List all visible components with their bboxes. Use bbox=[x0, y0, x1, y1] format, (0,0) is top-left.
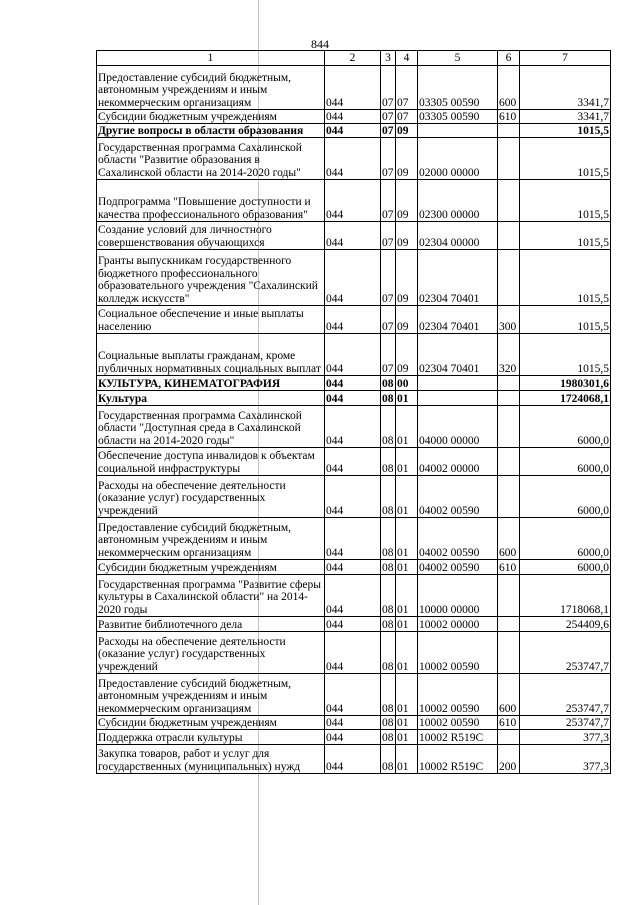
row-subsection-cell: 09 bbox=[396, 250, 418, 306]
header-col-2: 2 bbox=[325, 51, 381, 66]
row-target-article-cell: 02304 70401 bbox=[418, 306, 498, 334]
row-amount-cell: 6000,0 bbox=[520, 448, 611, 476]
row-subsection-cell: 01 bbox=[396, 406, 418, 448]
row-expense-type-cell: 610 bbox=[498, 560, 520, 575]
row-section-cell: 08 bbox=[381, 518, 396, 560]
row-ved-cell: 044 bbox=[325, 250, 381, 306]
row-name-cell: Субсидии бюджетным учреждениям bbox=[97, 716, 325, 730]
row-expense-type-cell bbox=[498, 476, 520, 518]
row-subsection-cell: 01 bbox=[396, 575, 418, 617]
row-ved-cell: 044 bbox=[325, 180, 381, 222]
row-section-cell: 08 bbox=[382, 392, 394, 405]
row-ved-cell: 044 bbox=[325, 334, 381, 376]
row-section-cell: 08 bbox=[381, 745, 396, 774]
row-expense-type-cell bbox=[498, 138, 520, 180]
row-expense-type-cell bbox=[498, 376, 520, 391]
row-name-cell: Социальное обеспечение и иные выплаты населению bbox=[97, 306, 325, 334]
row-amount-cell: 253747,7 bbox=[520, 716, 611, 730]
row-section-cell: 08 bbox=[382, 377, 394, 390]
row-subsection-cell: 09 bbox=[396, 180, 418, 222]
row-ved-cell: 044 bbox=[325, 306, 381, 334]
row-subsection-cell: 01 bbox=[396, 617, 418, 632]
row-subsection-cell: 09 bbox=[396, 138, 418, 180]
row-subsection-cell: 01 bbox=[396, 730, 418, 745]
row-target-article-cell: 10002 R519C bbox=[418, 745, 498, 774]
row-target-article-cell: 10000 00000 bbox=[418, 575, 498, 617]
row-amount-cell: 254409,6 bbox=[520, 617, 611, 632]
row-name-cell: Расходы на обеспечение деятельности (оказание услуг) государственных учреждений bbox=[97, 476, 325, 518]
row-expense-type-cell bbox=[498, 617, 520, 632]
budget-table bbox=[96, 50, 611, 774]
row-subsection-cell: 01 bbox=[396, 518, 418, 560]
row-subsection-cell: 01 bbox=[396, 448, 418, 476]
row-expense-type-cell bbox=[498, 391, 520, 406]
row-ved-cell: 044 bbox=[325, 745, 381, 774]
row-section-cell: 07 bbox=[381, 250, 396, 306]
row-section-cell: 08 bbox=[382, 561, 394, 574]
row-section-cell: 08 bbox=[382, 716, 394, 729]
row-target-article-cell: 10002 00000 bbox=[418, 617, 498, 632]
row-amount-cell: 1980301,6 bbox=[520, 376, 611, 391]
table-row bbox=[97, 66, 611, 110]
row-name-cell: Другие вопросы в области образования bbox=[97, 124, 325, 138]
row-subsection-cell: 00 bbox=[396, 376, 418, 391]
table-row bbox=[97, 730, 611, 745]
row-ved-cell: 044 bbox=[325, 560, 381, 575]
row-name-cell: Обеспечение доступа инвалидов к объектам социальной инфраструктуры bbox=[97, 448, 325, 476]
header-col-1: 1 bbox=[97, 51, 325, 66]
row-amount-cell: 1015,5 bbox=[520, 222, 611, 250]
row-expense-type-cell bbox=[498, 180, 520, 222]
table-body bbox=[97, 66, 611, 774]
row-subsection-cell: 01 bbox=[396, 476, 418, 518]
table-row bbox=[97, 406, 611, 448]
row-amount-cell: 1718068,1 bbox=[520, 575, 611, 617]
table-row bbox=[97, 222, 611, 250]
header-col-7: 7 bbox=[520, 51, 611, 66]
row-ved-cell: 044 bbox=[325, 617, 381, 632]
row-ved-cell: 044 bbox=[325, 674, 381, 716]
row-target-article-cell bbox=[418, 376, 498, 391]
row-subsection-cell: 09 bbox=[396, 124, 418, 138]
row-expense-type-cell: 600 bbox=[498, 518, 520, 560]
row-expense-type-cell: 610 bbox=[498, 110, 520, 124]
row-expense-type-cell: 600 bbox=[498, 674, 520, 716]
table-row bbox=[97, 575, 611, 617]
table-row bbox=[97, 180, 611, 222]
row-name-cell: Государственная программа Сахалинской области "Развитие образования в Сахалинской области на 2014-2020 годы" bbox=[97, 138, 325, 180]
row-target-article-cell: 04002 00590 bbox=[418, 518, 498, 560]
row-subsection-cell: 01 bbox=[396, 716, 418, 730]
row-expense-type-cell bbox=[498, 124, 520, 138]
row-ved-cell: 044 bbox=[325, 518, 381, 560]
header-col-3: 3 bbox=[381, 51, 396, 66]
table-row bbox=[97, 632, 611, 674]
row-ved-cell: 044 bbox=[325, 376, 381, 391]
row-amount-cell: 1015,5 bbox=[520, 124, 611, 138]
page-number: 844 bbox=[311, 37, 329, 51]
row-name-cell: Предоставление субсидий бюджетным, автономным учреждениям и иным некоммерческим организациям bbox=[97, 518, 325, 560]
row-section-cell: 07 bbox=[381, 138, 396, 180]
row-name-cell: Закупка товаров, работ и услуг для государственных (муниципальных) нужд bbox=[97, 745, 325, 774]
table-row bbox=[97, 138, 611, 180]
table-row bbox=[97, 617, 611, 632]
row-amount-cell: 1015,5 bbox=[520, 138, 611, 180]
row-section-cell: 08 bbox=[381, 406, 396, 448]
table-row bbox=[97, 124, 611, 138]
table-row bbox=[97, 716, 611, 730]
row-target-article-cell: 10002 00590 bbox=[418, 632, 498, 674]
row-subsection-cell: 01 bbox=[396, 632, 418, 674]
row-name-cell: Развитие библиотечного дела bbox=[97, 617, 325, 632]
row-name-cell: Предоставление субсидий бюджетным, автономным учреждениям и иным некоммерческим организациям bbox=[97, 66, 325, 110]
row-amount-cell: 377,3 bbox=[520, 730, 611, 745]
row-target-article-cell: 02000 00000 bbox=[418, 138, 498, 180]
row-subsection-cell: 07 bbox=[396, 110, 418, 124]
row-amount-cell: 6000,0 bbox=[520, 406, 611, 448]
row-name-cell: Гранты выпускникам государственного бюджетного профессионального образовательного учреждения "Сахалинский колледж искусств" bbox=[97, 250, 325, 306]
table-row bbox=[97, 674, 611, 716]
table-row bbox=[97, 518, 611, 560]
row-ved-cell: 044 bbox=[325, 66, 381, 110]
row-section-cell: 08 bbox=[381, 632, 396, 674]
row-target-article-cell: 10002 00590 bbox=[418, 674, 498, 716]
row-subsection-cell: 09 bbox=[396, 334, 418, 376]
row-target-article-cell: 03305 00590 bbox=[418, 66, 498, 110]
row-name-cell: Подпрограмма "Повышение доступности и качества профессионального образования" bbox=[97, 180, 325, 222]
row-expense-type-cell bbox=[498, 575, 520, 617]
row-amount-cell: 1015,5 bbox=[520, 180, 611, 222]
row-amount-cell: 253747,7 bbox=[520, 674, 611, 716]
row-ved-cell: 044 bbox=[325, 730, 381, 745]
row-name-cell: Создание условий для личностного совершенствования обучающихся bbox=[97, 222, 325, 250]
row-target-article-cell: 04002 00590 bbox=[418, 476, 498, 518]
row-name-cell: Поддержка отрасли культуры bbox=[97, 730, 325, 745]
row-name-cell: Расходы на обеспечение деятельности (оказание услуг) государственных учреждений bbox=[97, 632, 325, 674]
row-subsection-cell: 09 bbox=[396, 222, 418, 250]
table-row bbox=[97, 306, 611, 334]
row-expense-type-cell: 320 bbox=[498, 334, 520, 376]
row-target-article-cell: 02300 00000 bbox=[418, 180, 498, 222]
row-expense-type-cell bbox=[498, 730, 520, 745]
table-row bbox=[97, 448, 611, 476]
row-amount-cell: 6000,0 bbox=[520, 560, 611, 575]
table-row bbox=[97, 560, 611, 575]
row-expense-type-cell bbox=[498, 632, 520, 674]
row-subsection-cell: 01 bbox=[396, 391, 418, 406]
row-name-cell: Социальные выплаты гражданам, кроме публичных нормативных социальных выплат bbox=[97, 334, 325, 376]
row-name-cell: Культура bbox=[97, 391, 325, 406]
row-section-cell: 07 bbox=[381, 222, 396, 250]
row-amount-cell: 6000,0 bbox=[520, 476, 611, 518]
row-expense-type-cell bbox=[498, 406, 520, 448]
row-ved-cell: 044 bbox=[325, 716, 381, 730]
row-target-article-cell: 04002 00000 bbox=[418, 448, 498, 476]
row-amount-cell: 1015,5 bbox=[520, 306, 611, 334]
header-col-4: 4 bbox=[396, 51, 418, 66]
table-row bbox=[97, 376, 611, 391]
row-section-cell: 08 bbox=[381, 575, 396, 617]
row-amount-cell: 253747,7 bbox=[520, 632, 611, 674]
row-ved-cell: 044 bbox=[325, 391, 381, 406]
row-name-cell: Государственная программа "Развитие сферы культуры в Сахалинской области" на 2014-2020 годы bbox=[97, 575, 325, 617]
row-section-cell: 08 bbox=[381, 674, 396, 716]
row-amount-cell: 3341,7 bbox=[520, 66, 611, 110]
row-ved-cell: 044 bbox=[325, 406, 381, 448]
row-section-cell: 07 bbox=[382, 110, 394, 123]
row-target-article-cell bbox=[418, 391, 498, 406]
row-expense-type-cell bbox=[498, 250, 520, 306]
table-row bbox=[97, 476, 611, 518]
row-expense-type-cell bbox=[498, 448, 520, 476]
row-expense-type-cell: 300 bbox=[498, 306, 520, 334]
row-section-cell: 08 bbox=[382, 618, 394, 631]
row-section-cell: 07 bbox=[381, 180, 396, 222]
row-ved-cell: 044 bbox=[325, 110, 381, 124]
header-row bbox=[97, 51, 611, 66]
table-row bbox=[97, 250, 611, 306]
row-name-cell: Государственная программа Сахалинской области "Доступная среда в Сахалинской области на 2014-2020 годы" bbox=[97, 406, 325, 448]
row-section-cell: 07 bbox=[382, 124, 394, 137]
row-expense-type-cell bbox=[498, 222, 520, 250]
row-target-article-cell bbox=[418, 124, 498, 138]
row-amount-cell: 1015,5 bbox=[520, 250, 611, 306]
row-name-cell: КУЛЬТУРА, КИНЕМАТОГРАФИЯ bbox=[97, 376, 325, 391]
row-ved-cell: 044 bbox=[325, 448, 381, 476]
row-section-cell: 08 bbox=[381, 448, 396, 476]
row-target-article-cell: 02304 70401 bbox=[418, 334, 498, 376]
row-ved-cell: 044 bbox=[325, 222, 381, 250]
header-col-6: 6 bbox=[498, 51, 520, 66]
row-ved-cell: 044 bbox=[325, 476, 381, 518]
row-amount-cell: 3341,7 bbox=[520, 110, 611, 124]
row-section-cell: 08 bbox=[382, 731, 394, 744]
row-target-article-cell: 10002 R519C bbox=[418, 730, 498, 745]
row-ved-cell: 044 bbox=[325, 575, 381, 617]
table-row bbox=[97, 391, 611, 406]
row-subsection-cell: 01 bbox=[396, 560, 418, 575]
row-amount-cell: 1724068,1 bbox=[520, 391, 611, 406]
row-target-article-cell: 04002 00590 bbox=[418, 560, 498, 575]
row-section-cell: 07 bbox=[381, 306, 396, 334]
row-amount-cell: 6000,0 bbox=[520, 518, 611, 560]
row-target-article-cell: 10002 00590 bbox=[418, 716, 498, 730]
row-name-cell: Субсидии бюджетным учреждениям bbox=[97, 110, 325, 124]
table-row bbox=[97, 745, 611, 774]
row-target-article-cell: 04000 00000 bbox=[418, 406, 498, 448]
row-expense-type-cell: 610 bbox=[498, 716, 520, 730]
row-name-cell: Субсидии бюджетным учреждениям bbox=[97, 560, 325, 575]
row-expense-type-cell: 200 bbox=[498, 745, 520, 774]
row-subsection-cell: 01 bbox=[396, 745, 418, 774]
row-ved-cell: 044 bbox=[325, 632, 381, 674]
row-name-cell: Предоставление субсидий бюджетным, автономным учреждениям и иным некоммерческим организациям bbox=[97, 674, 325, 716]
row-expense-type-cell: 600 bbox=[498, 66, 520, 110]
table-row bbox=[97, 334, 611, 376]
header-col-5: 5 bbox=[418, 51, 498, 66]
row-target-article-cell: 02304 00000 bbox=[418, 222, 498, 250]
row-ved-cell: 044 bbox=[325, 124, 381, 138]
row-amount-cell: 377,3 bbox=[520, 745, 611, 774]
row-amount-cell: 1015,5 bbox=[520, 334, 611, 376]
row-subsection-cell: 07 bbox=[396, 66, 418, 110]
row-section-cell: 07 bbox=[381, 334, 396, 376]
row-section-cell: 08 bbox=[381, 476, 396, 518]
table-row bbox=[97, 110, 611, 124]
row-target-article-cell: 03305 00590 bbox=[418, 110, 498, 124]
row-section-cell: 07 bbox=[381, 66, 396, 110]
row-ved-cell: 044 bbox=[325, 138, 381, 180]
row-subsection-cell: 01 bbox=[396, 674, 418, 716]
row-target-article-cell: 02304 70401 bbox=[418, 250, 498, 306]
row-subsection-cell: 09 bbox=[396, 306, 418, 334]
